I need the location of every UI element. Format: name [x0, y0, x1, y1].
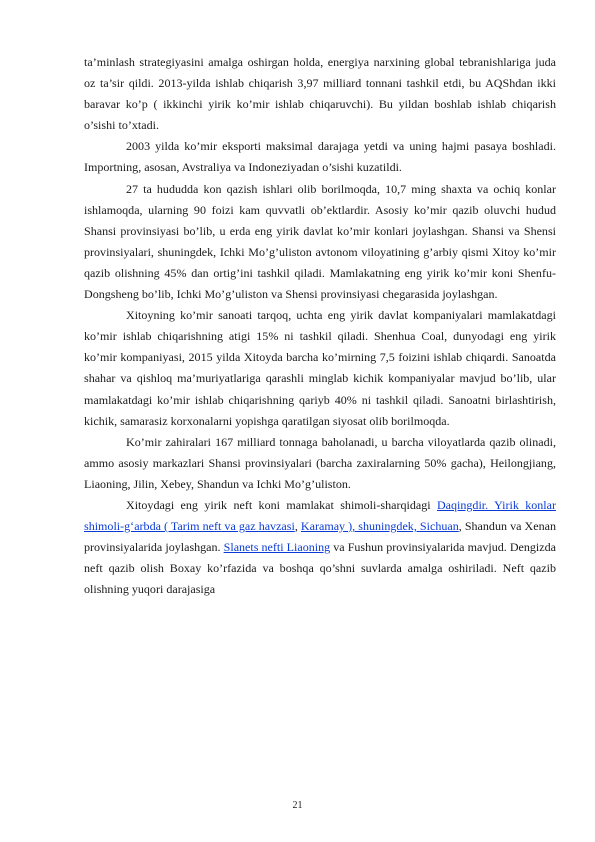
paragraph-6-text-3: , Shandun va Xenan provinsiyalarida joylashgan. — [84, 519, 556, 555]
paragraph-6 — [84, 495, 556, 600]
paragraph-5: Ko’mir zahiralari 167 milliard tonnaga baholanadi, u barcha viloyatlarda qazib olinadi, ammo asosiy markazlari Shansi provinsiyalari (barcha zaxiralarning 50% gacha), Heilongjiang, Liaoning, Jilin, Xebey, Shandun va Ichki Mo’g’uliston. — [84, 434, 556, 491]
link-slanets-nefti-liaoning[interactable]: Slanets nefti Liaoning — [223, 540, 331, 555]
page-number: 21 — [292, 800, 303, 811]
body-text — [84, 52, 556, 600]
paragraph-4: Xitoyning ko’mir sanoati tarqoq, uchta eng yirik davlat kompaniyalari mamlakatdagi ko’mir ishlab chiqarishning atigi 15% ni tashkil qiladi. Shenhua Coal, dunyodagi eng yirik ko’mir kompaniyasi, 2015 yilda Xitoyda barcha ko’mirning 7,5 foizini ishlab chiqardi. Sanoatda shahar va qishloq ma’muriyatlariga qarashli minglab kichik kompaniyalar mavjud bo’lib, ular mamlakatdagi ko’mir ishlab chiqarishning qariyb 40% ni tashkil qiladi. Sanoatni birlashtirish, kichik, samarasiz korxonalarni yopishga qaratilgan siyosat olib borilmoqda. — [84, 308, 556, 428]
link-daqing[interactable]: Daqingdir. Yirik konlar shimoli-g‘arbda ( Tarim neft va gaz havzasi — [84, 497, 556, 534]
paragraph-6-text-1: Xitoydagi eng yirik neft koni mamlakat shimoli-sharqidagi — [126, 497, 437, 512]
paragraph-6-text-4: va Fushun provinsiyalarida mavjud. Dengizda neft qazib olish Boxay ko’rfazida va boshqa qo’shni suvlarda amalga oshiriladi. Neft qazib olishning yuqori darajasiga — [84, 540, 556, 597]
paragraph-1: ta’minlash strategiyasini amalga oshirgan holda, energiya narxining global tebranishlariga juda oz ta’sir qildi. 2013-yilda ishlab chiqarish 3,97 milliard tonnani tashkil etdi, bu AQShdan ikki baravar ko’p ( ikkinchi yirik ko’mir ishlab chiqaruvchi). Bu yildan boshlab ishlab chiqarish o’sishi to’xtadi. — [84, 55, 556, 133]
paragraph-3: 27 ta hududda kon qazish ishlari olib borilmoqda, 10,7 ming shaxta va ochiq konlar ishlamoqda, ularning 90 foizi kam quvvatli ob’ektlardir. Asosiy ko’mir qazib oluvchi hudud Shansi provinsiyasi bo’lib, u erda eng yirik davlat ko’mir konlari joylashgan. Shansi va Shensi provinsiyalari, shuningdek, Ichki Mo’g’uliston avtonom viloyatining g’arbiy qismi Xitoy ko’mir qazib olishning 45% dan ortig’ini tashkil qiladi. Mamlakatning eng yirik ko’mir koni Shenfu-Dongsheng bo’lib, Ichki Mo’g’uliston va Shensi provinsiyasi chegarasida joylashgan. — [84, 181, 556, 302]
paragraph-6-text-2: , — [294, 519, 301, 534]
link-karamay-sichuan[interactable]: Karamay ), shuningdek, Sichuan — [300, 519, 459, 534]
paragraph-2: 2003 yilda ko’mir eksporti maksimal darajaga yetdi va uning hajmi pasaya boshladi. Importning, asosan, Avstraliya va Indoneziyadan o’sishi kuzatildi. — [84, 139, 556, 175]
